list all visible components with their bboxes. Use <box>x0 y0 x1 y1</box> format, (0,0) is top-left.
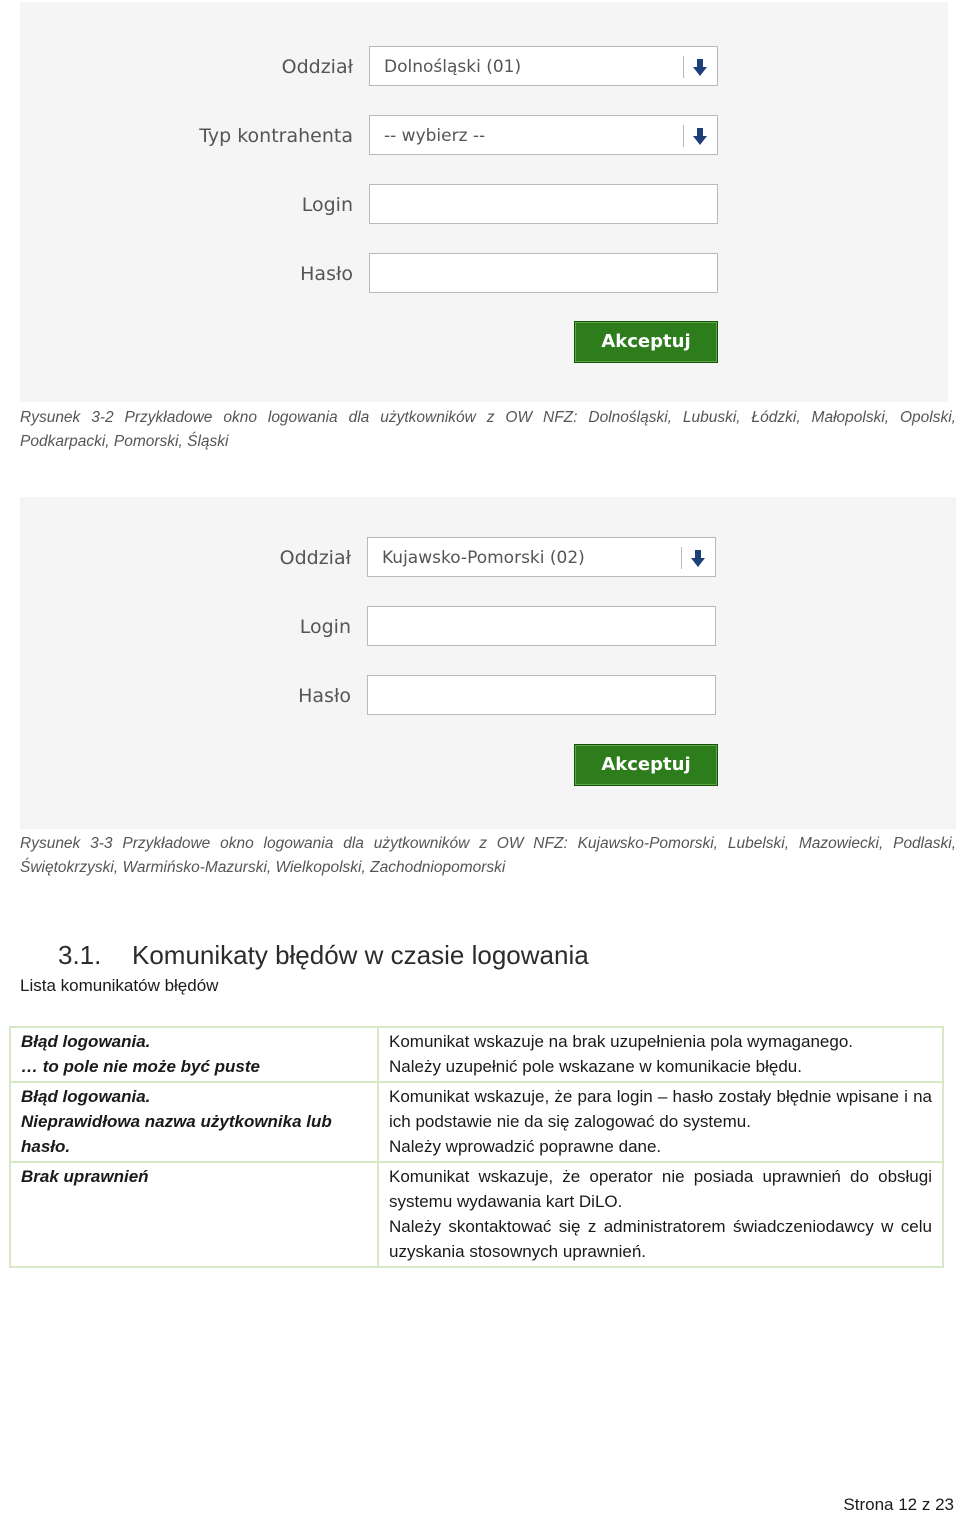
error-message-cell <box>10 1162 378 1267</box>
login-form-figure-1 <box>20 2 948 402</box>
error-description-line: Komunikat wskazuje, że operator nie posiada uprawnień do obsługi systemu wydawania kart DiLO. <box>389 1167 932 1211</box>
error-description-cell <box>378 1082 943 1162</box>
arrow-down-icon[interactable] <box>693 128 707 145</box>
accept-button[interactable]: Akceptuj <box>574 744 718 786</box>
login-label: Login <box>301 194 353 216</box>
login-input[interactable] <box>369 184 718 224</box>
contractor-type-row <box>20 115 948 157</box>
password-row <box>20 675 956 717</box>
table-row <box>10 1162 943 1267</box>
login-row <box>20 184 948 226</box>
login-input[interactable] <box>367 606 716 646</box>
login-label: Login <box>299 616 351 638</box>
select-divider <box>683 56 684 78</box>
contractor-type-label: Typ kontrahenta <box>199 125 353 147</box>
section-heading <box>58 940 589 971</box>
branch-label: Oddział <box>279 547 351 569</box>
error-description-line: Komunikat wskazuje, że para login – hasło zostały błędnie wpisane i na ich podstawie nie da się zalogować do systemu. <box>389 1087 932 1131</box>
login-row <box>20 606 956 648</box>
select-divider <box>683 125 684 147</box>
section-number: 3.1. <box>58 940 102 970</box>
password-input[interactable] <box>367 675 716 715</box>
table-row <box>10 1027 943 1082</box>
branch-row <box>20 46 948 88</box>
error-message-cell <box>10 1082 378 1162</box>
accept-button[interactable]: Akceptuj <box>574 321 718 363</box>
figure-1-caption: Rysunek 3-2 Przykładowe okno logowania dla użytkowników z OW NFZ: Dolnośląski, Lubuski, Łódzki, Małopolski, Opolski, Podkarpacki, Pomorski, Śląski <box>20 409 956 450</box>
contractor-type-select[interactable] <box>369 115 718 155</box>
error-message-line: Brak uprawnień <box>21 1167 149 1186</box>
section-subtitle: Lista komunikatów błędów <box>20 976 219 995</box>
error-description-line: Należy wprowadzić poprawne dane. <box>389 1137 662 1156</box>
password-label: Hasło <box>300 263 353 285</box>
figure-2-caption: Rysunek 3-3 Przykładowe okno logowania dla użytkowników z OW NFZ: Kujawsko-Pomorski, Lubelski, Mazowiecki, Podlaski, Świętokrzyski, Warmińsko-Mazurski, Wielkopolski, Zachodniopomorski <box>20 835 956 876</box>
branch-select[interactable] <box>369 46 718 86</box>
password-label: Hasło <box>298 685 351 707</box>
error-description-line: Należy skontaktować się z administratorem świadczeniodawcy w celu uzyskania stosownych uprawnień. <box>389 1217 932 1261</box>
login-form-figure-2 <box>20 497 956 829</box>
branch-label: Oddział <box>281 56 353 78</box>
error-description-cell <box>378 1027 943 1082</box>
error-messages-table <box>9 1026 944 1268</box>
error-message-cell <box>10 1027 378 1082</box>
error-description-line: Komunikat wskazuje na brak uzupełnienia pola wymaganego. <box>389 1032 854 1051</box>
error-description-line: Należy uzupełnić pole wskazane w komunikacie błędu. <box>389 1057 802 1076</box>
branch-select-value: Kujawsko-Pomorski (02) <box>382 548 585 568</box>
branch-select-value: Dolnośląski (01) <box>384 57 522 77</box>
contractor-type-select-value: -- wybierz -- <box>384 126 486 146</box>
arrow-down-icon[interactable] <box>693 59 707 76</box>
error-message-line: … to pole nie może być puste <box>21 1057 260 1076</box>
section-title: Komunikaty błędów w czasie logowania <box>132 940 589 970</box>
password-input[interactable] <box>369 253 718 293</box>
error-message-line: Błąd logowania. <box>21 1032 151 1051</box>
page-number: Strona 12 z 23 <box>843 1495 954 1514</box>
branch-row <box>20 537 956 579</box>
password-row <box>20 253 948 295</box>
branch-select[interactable] <box>367 537 716 577</box>
select-divider <box>681 547 682 569</box>
error-message-line: Nieprawidłowa nazwa użytkownika lub hasło. <box>21 1112 332 1156</box>
arrow-down-icon[interactable] <box>691 550 705 567</box>
table-row <box>10 1082 943 1162</box>
error-message-line: Błąd logowania. <box>21 1087 151 1106</box>
error-description-cell <box>378 1162 943 1267</box>
